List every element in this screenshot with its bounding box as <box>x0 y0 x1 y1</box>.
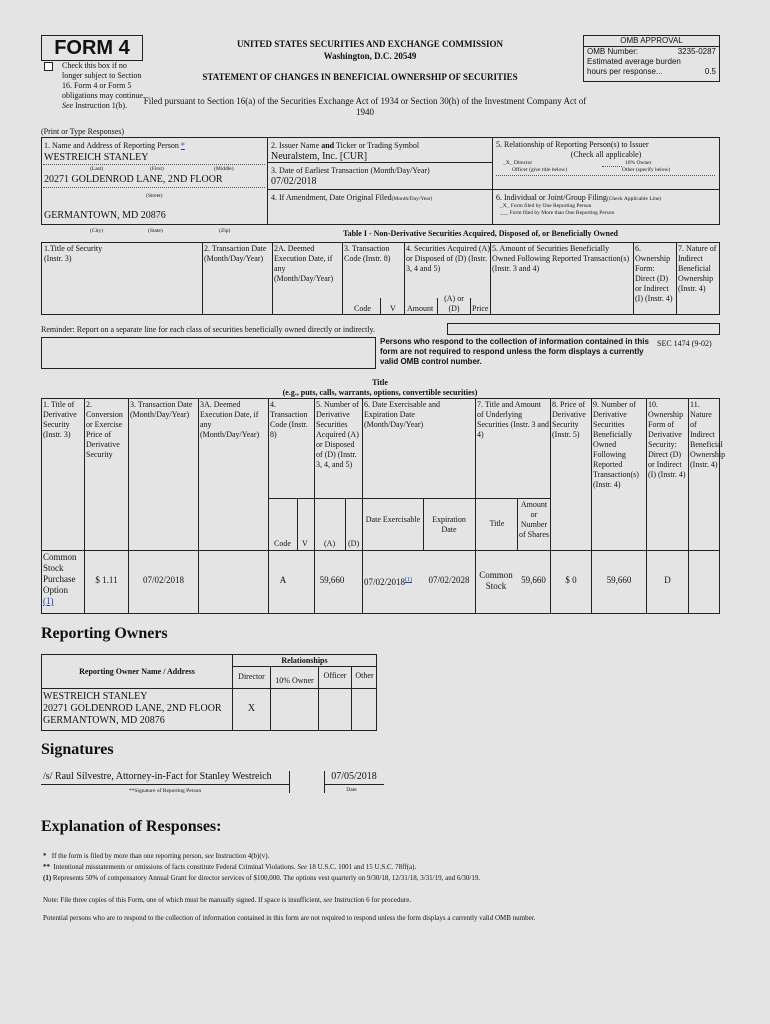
filed-pursuant: Filed pursuant to Section 16(a) of the Securities Exchange Act of 1934 or Section 30(h) of the Investment Company Act of 1940 <box>143 96 587 117</box>
box4-label: 4. If Amendment, Date Original Filed(Month/Day/Year) <box>271 193 433 202</box>
ro-ten-pct: 10% Owner <box>275 676 314 685</box>
omb-approval-box <box>583 35 720 82</box>
t1-h4: 4. Securities Acquired (A) or Disposed of (D) (Instr. 3, 4 and 5) <box>406 244 490 273</box>
persons-notice-box <box>41 337 376 369</box>
ro-other: Other <box>355 671 374 680</box>
t2-row-owned-following: 59,660 <box>606 575 632 585</box>
t2-date-exercisable: Date Exercisable <box>365 515 421 524</box>
table2-subtitle: (e.g., puts, calls, warrants, options, convertible securities) <box>282 388 478 397</box>
reporting-person-city[interactable]: GERMANTOWN, MD 20876 <box>44 210 166 221</box>
t2-h8: 8. Price of Derivative Security (Instr. 5) <box>552 400 586 439</box>
ro-relationships: Relationships <box>281 656 328 665</box>
street-caption: (Street) <box>146 193 163 199</box>
reporting-person-street[interactable]: 20271 GOLDENROD LANE, 2ND FLOOR <box>44 174 223 185</box>
t2-code: Code <box>274 539 291 548</box>
ro-owner-city: GERMANTOWN, MD 20876 <box>43 715 165 726</box>
note-potential-persons: Potential persons who are to respond to the collection of information contained in this form are not required to respond unless the form displays a currently valid OMB number. <box>43 914 536 922</box>
explanation-heading: Explanation of Responses: <box>41 818 222 835</box>
t1-h1: 1.Title of Security (Instr. 3) <box>44 244 103 263</box>
t1-h2a: 2A. Deemed Execution Date, if any (Month/Day/Year) <box>274 244 334 283</box>
ten-pct-option[interactable]: 10% Owner <box>625 160 652 166</box>
box5-label: 5. Relationship of Reporting Person(s) to Issuer <box>496 140 649 149</box>
first-caption: (First) <box>150 166 164 172</box>
ro-director-mark: X <box>247 703 256 714</box>
t2-h2: 2. Conversion or Exercise Price of Derivative Security <box>86 400 123 459</box>
last-caption: (Last) <box>90 166 104 172</box>
footnote-1-link[interactable]: (1) <box>43 596 54 606</box>
state-caption: (State) <box>148 228 163 234</box>
issuer-name[interactable]: Neuralstem, Inc. [CUR] <box>271 151 368 162</box>
officer-option[interactable]: Officer (give title below) <box>512 167 568 173</box>
sec-code: SEC 1474 (9-02) <box>657 339 712 348</box>
t2-row-date-exercisable: 07/02/2018$^{(1)}$ <box>364 577 413 587</box>
omb-number-row <box>584 47 719 57</box>
t2-h7: 7. Title and Amount of Underlying Securities (Instr. 3 and 4) <box>477 400 549 439</box>
t2-h6: 6. Date Exercisable and Expiration Date (Month/Day/Year) <box>364 400 440 429</box>
filing-option-one[interactable]: _X_ Form filed by One Reporting Person <box>500 203 592 209</box>
box2-label: 2. Issuer Name and Ticker or Trading Symbol <box>271 141 420 150</box>
omb-hours: 0.5 <box>704 67 716 76</box>
other-option[interactable]: Other (specify below) <box>622 167 671 173</box>
t1-h5: 5. Amount of Securities Beneficially Owned Following Reported Transaction(s) (Instr. 3 and 4) <box>492 244 630 273</box>
t2-h9: 9. Number of Derivative Securities Beneficially Owned Following Reported Transaction(s) (Instr. 4) <box>593 400 639 489</box>
checkbox-label: Check this box if no longer subject to Section 16. Form 4 or Form 5 obligations may continue. See Instruction 1(b). <box>62 61 145 110</box>
city-caption: (City) <box>90 228 104 234</box>
reporting-person-name[interactable]: WESTREICH STANLEY <box>44 152 149 163</box>
t1-aord: (A) or (D) <box>444 294 464 313</box>
form-title: FORM 4 <box>54 37 130 59</box>
ro-director: Director <box>238 672 265 681</box>
signatures-heading: Signatures <box>41 741 114 758</box>
box3-label: 3. Date of Earliest Transaction (Month/Day/Year) <box>271 166 430 175</box>
t2-row-price: $ 0 <box>565 575 577 585</box>
ro-owner-name: WESTREICH STANLEY <box>43 691 148 702</box>
signature-date-label: Date <box>346 787 357 793</box>
t2-h11: 11. Nature of Indirect Beneficial Ownership (Instr. 4) <box>690 400 726 469</box>
t2-h3: 3. Transaction Date (Month/Day/Year) <box>130 400 193 419</box>
t2-row-transaction-date: 07/02/2018 <box>142 575 184 585</box>
omb-hours-label: hours per response... <box>587 67 663 76</box>
t2-h10: 10. Ownership Form of Derivative Security: Direct (D) or Indirect (I) (Instr. 4) <box>648 400 686 479</box>
middle-caption: (Middle) <box>214 166 234 172</box>
no-longer-subject-checkbox[interactable] <box>44 62 53 71</box>
statement-title: STATEMENT OF CHANGES IN BENEFICIAL OWNERSHIP OF SECURITIES <box>202 72 518 82</box>
t2-h5: 5. Number of Derivative Securities Acquired (A) or Disposed of (D) (Instr. 3, 4, and 5) <box>316 400 359 469</box>
omb-number-label: OMB Number: <box>587 47 639 56</box>
t2-row-security[interactable]: Common Stock Purchase Option (1) <box>43 552 77 606</box>
filing-option-more[interactable]: ___ Form filed by More than One Reporting Person <box>500 210 615 216</box>
t2-title: Title <box>489 519 505 528</box>
t1-h3: 3. Transaction Code (Instr. 8) <box>344 244 391 263</box>
t2-h3a: 3A. Deemed Execution Date, if any (Month/Day/Year) <box>200 400 260 439</box>
ro-name-header: Reporting Owner Name / Address <box>79 667 195 676</box>
ro-owner-street: 20271 GOLDENROD LANE, 2ND FLOOR <box>43 703 222 714</box>
t1-v: V <box>390 304 396 313</box>
table1-title: Table I - Non-Derivative Securities Acquired, Disposed of, or Beneficially Owned <box>343 229 618 238</box>
t2-expiration-date: Expiration Date <box>432 515 466 534</box>
note-copies: Note: File three copies of this Form, one of which must be manually signed. If space is insufficient, see Instruction 6 for procedure. <box>43 896 412 904</box>
omb-title: OMB APPROVAL <box>584 36 719 47</box>
earliest-transaction-date[interactable]: 07/02/2018 <box>271 176 317 187</box>
t1-h2: 2. Transaction Date (Month/Day/Year) <box>204 244 267 263</box>
omb-number: 3235-0287 <box>677 47 716 56</box>
agency-name: UNITED STATES SECURITIES AND EXCHANGE COMMISSION <box>237 39 503 49</box>
t2-h1: 1. Title of Derivative Security (Instr. 3) <box>43 400 77 439</box>
form-title-box <box>41 35 143 61</box>
note-star: * If the form is filed by more than one reporting person, see Instruction 4(b)(v). <box>43 852 270 860</box>
persons-notice: Persons who respond to the collection of information contained in this form are not required to respond unless the form displays a currently valid OMB control number. <box>380 337 649 366</box>
t2-a: (A) <box>324 539 336 548</box>
note-footnote-1: (1) Represents 50% of compensatory Annual Grant for director services of $100,000. The options vest quarterly on 9/30/18, 12/31/18, 3/31/19, and 6/30/19. <box>43 874 481 882</box>
date-footnote-link[interactable]: (1) <box>405 577 413 583</box>
t2-row-conversion-price: $ 1.11 <box>95 575 118 585</box>
signature-label: **Signature of Reporting Person <box>128 788 202 794</box>
t2-row-expiration: 07/02/2028 <box>428 575 470 585</box>
t1-price: Price <box>472 304 489 313</box>
zip-caption: (Zip) <box>219 228 231 234</box>
director-option[interactable]: _X_ Director <box>503 160 533 166</box>
box6-label: 6. Individual or Joint/Group Filing(Check Applicable Line) <box>496 193 662 202</box>
agency-city: Washington, D.C. 20549 <box>323 51 417 61</box>
box5-sub: (Check all applicable) <box>570 150 642 159</box>
print-or-type: (Print or Type Responses) <box>41 127 125 136</box>
t2-h4: 4. Transaction Code (Instr. 8) <box>270 400 308 439</box>
t1-code: Code <box>354 304 371 313</box>
omb-burden-label: Estimated average burden <box>587 57 681 66</box>
t2-row-underlying-title: Common Stock <box>479 570 513 591</box>
box1-label: 1. Name and Address of Reporting Person * <box>44 141 185 150</box>
t2-v: V <box>302 539 308 548</box>
reporting-owners-heading: Reporting Owners <box>41 625 168 642</box>
reminder: Reminder: Report on a separate line for each class of securities beneficially owned directly or indirectly. <box>41 325 376 334</box>
t1-h7: 7. Nature of Indirect Beneficial Ownership (Instr. 4) <box>678 244 717 293</box>
note-double-star: ** Intentional misstatements or omissions of facts constitute Federal Criminal Violations. See 18 U.S.C. 1001 and 15 U.S.C. 78ff(a). <box>43 863 417 871</box>
ro-officer: Officer <box>323 671 347 680</box>
t2-row-a-amount: 59,660 <box>319 575 345 585</box>
t2-row-ownership-form: D <box>664 575 671 585</box>
t2-amount-shares: Amount or Number of Shares <box>519 500 549 539</box>
reminder-box <box>447 323 720 335</box>
t1-amount: Amount <box>407 304 434 313</box>
t2-row-underlying-amount: 59,660 <box>521 575 546 585</box>
table2-title: Title <box>372 378 388 387</box>
omb-hours-row <box>584 67 719 77</box>
t1-h6: 6. Ownership Form: Direct (D) or Indirect (I) (Instr. 4) <box>635 244 673 303</box>
t2-row-code: A <box>279 575 287 585</box>
t2-d: (D) <box>348 539 360 548</box>
signature-text[interactable]: /s/ Raul Silvestre, Attorney-in-Fact for Stanley Westreich <box>43 771 272 782</box>
signature-date[interactable]: 07/05/2018 <box>331 771 377 782</box>
